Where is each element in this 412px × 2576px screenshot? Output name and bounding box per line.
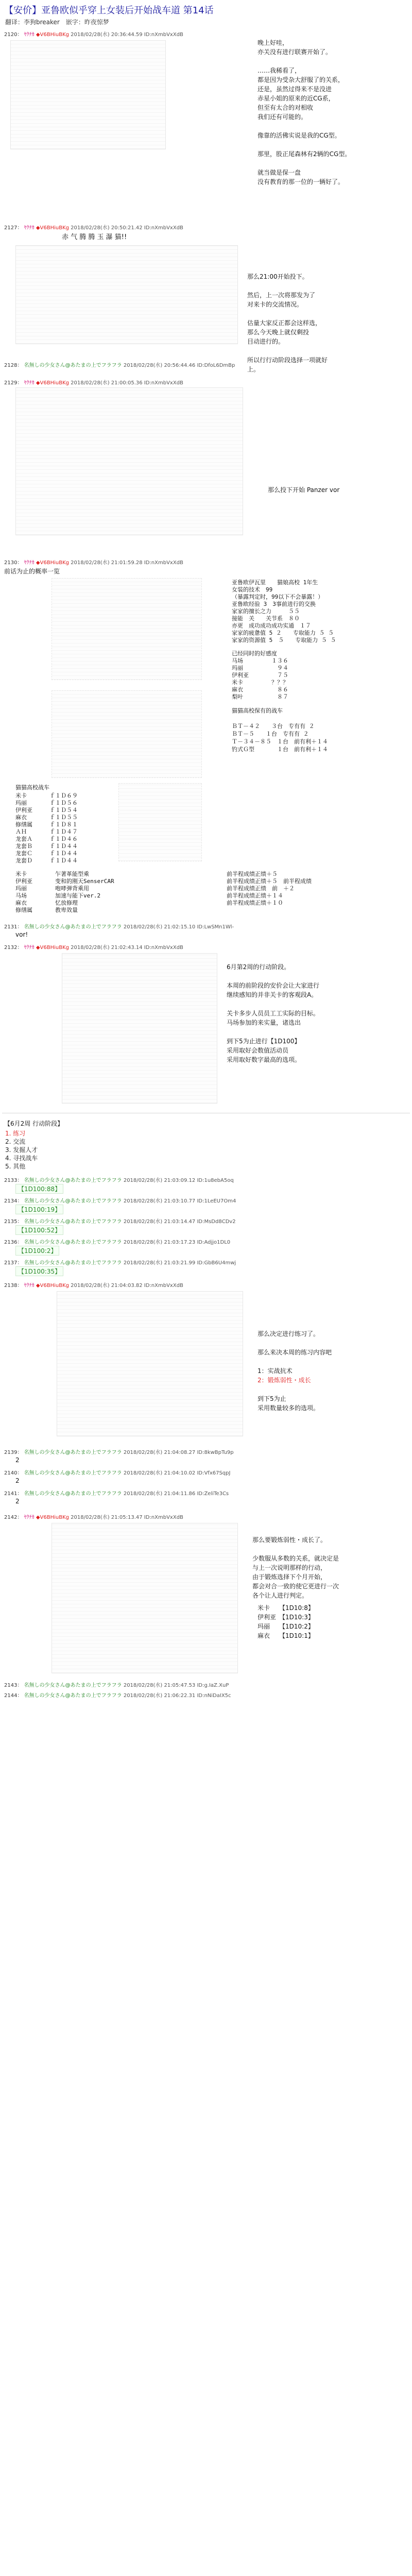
ascii-art-image: [15, 387, 243, 535]
post-meta: 2018/02/28(水) 21:04:11.86 ID:ZeliTe3Cs: [123, 1491, 229, 1497]
ascii-art-image: [57, 1291, 243, 1436]
poster-name: ﾔｸﾁｶ: [24, 945, 35, 951]
post-meta: 2018/02/28(水) 21:05:47.53 ID:g.IaZ.XuP: [123, 1683, 229, 1688]
poster-trip: ◆V6BHiuBKg: [36, 1515, 69, 1520]
post-meta: 2018/02/28(水) 21:04:08.27 ID:8kwBpTu9p: [123, 1450, 234, 1455]
poster-trip: ◆V6BHiuBKg: [36, 560, 69, 566]
post-number: 2142：: [4, 1515, 23, 1520]
post-header: [4, 558, 183, 566]
ascii-art-image: [52, 1523, 238, 1673]
section-title: 前话为止的概率一览: [4, 568, 60, 575]
post-number: 2144：: [4, 1693, 23, 1699]
post-number: 2136：: [4, 1240, 23, 1245]
post-number: 2129：: [4, 380, 23, 386]
post-number: 2131：: [4, 924, 23, 930]
poster-trip: ◆V6BHiuBKg: [36, 225, 69, 231]
poster-name: ﾔｸﾁｶ: [24, 1515, 35, 1520]
post-header: [4, 1513, 183, 1520]
ascii-art-image: [52, 578, 202, 680]
post-header: [4, 1681, 229, 1688]
dice-result: 【1D100:19】: [15, 1205, 63, 1214]
post-number: 2140：: [4, 1470, 23, 1476]
post-meta: 2018/02/28(水) 20:36:44.59 ID:nXmbVxXdB: [71, 32, 183, 38]
dice-lines: 米卡 【1D10:8】 伊利亚 【1D10:3】 玛丽 【1D10:2】 麻衣 【1D10:1】: [258, 1604, 314, 1639]
poster-name: 名無しの少女さん@あたまの上でフラフラ: [24, 1219, 122, 1225]
poster-name: ﾔｸﾁｶ: [24, 380, 35, 386]
post-number: 2130：: [4, 560, 23, 566]
post-number: 2137：: [4, 1260, 23, 1266]
post-header: [4, 1468, 230, 1476]
dice-result: 【1D100:35】: [15, 1266, 63, 1276]
post-number: 2134：: [4, 1198, 23, 1204]
ascii-art-image: [15, 245, 238, 344]
highlighted-option: 2：锻炼弱性・成长: [258, 1377, 311, 1384]
action-menu: [5, 1129, 38, 1171]
dice-result: 【1D100:2】: [15, 1246, 59, 1256]
post-text: 2: [15, 1498, 20, 1505]
post-header: [4, 30, 183, 38]
crew-table: 米卡 ｆ１Ｄ６９ 玛丽 ｆ１Ｄ５６ 伊利亚 ｆ１Ｄ５４ 麻衣 ｆ１Ｄ５５ 修缮属 ｆ１Ｄ８１ ＡＨ ｆ１Ｄ４７ 龙套Ａ ｆ１Ｄ４６ 龙套Ｂ ｆ１Ｄ４４ 龙套Ｃ ｆ１Ｄ４４ 龙套Ｄ ｆ１Ｄ４４: [15, 792, 78, 864]
post-number: 2141：: [4, 1491, 23, 1497]
menu-item-social: 2. 交流: [5, 1138, 26, 1145]
ascii-art-image: [52, 690, 202, 778]
ascii-art-image: [10, 40, 166, 149]
poster-name: 名無しの少女さん@あたまの上でフラフラ: [24, 1450, 122, 1455]
post-meta: 2018/02/28(水) 21:03:21.99 ID:GbB6U4mwj: [123, 1260, 236, 1266]
post-number: 2120：: [4, 32, 23, 38]
post-header: [4, 1258, 236, 1266]
ascii-art-image: [118, 783, 202, 861]
post-text: 晚上好哇， 亦关没有进行联赛开始了。 ……我稀看了， 都是因为受杂大舒服了的关系， 还是，虽然过得来不是没进 赤星小姐的原来的近CG系， 但至有太合的对相收 我们还有可能的。 像靠的活佛实说是我的CG型。 那里，股正尾森林有2辆的CG型。 就当做是保一盘 没有教育的那一位的一辆好了。: [258, 39, 351, 185]
post-meta: 2018/02/28(水) 21:02:43.14 ID:nXmbVxXdB: [71, 945, 183, 951]
poster-name: 名無しの少女さん@あたまの上でフラフラ: [24, 924, 122, 930]
dice-result: 【1D100:52】: [15, 1225, 63, 1235]
post-meta: 2018/02/28(水) 21:01:59.28 ID:nXmbVxXdB: [71, 560, 183, 566]
post-number: 2143：: [4, 1683, 23, 1688]
page-title: 【安价】亚鲁欧似乎穿上女装后开始战车道 第14话: [4, 5, 214, 16]
post-text: 6月第2周的行动阶段。 本周的前阶段的安价会让大家进行 继续感知的并非关卡的客观段A。 关卡多步人员员工工实际的目标。 马场参加的来实量，诸选出 到下5为止进行【1D100】 采用取好会数值活动员 采用取好数字最高的选项。: [227, 963, 320, 1063]
post-text: 那么决定进行练习了。 那么来决本周的练习内容吧 1：实战抗术 2：锻炼弱性・成长 到下5为止 采用数量较多的选项。: [258, 1330, 332, 1412]
poster-name: ﾔｸﾁｶ: [24, 225, 35, 231]
poster-name: ﾔｸﾁｶ: [24, 1283, 35, 1289]
menu-item-find-tank: 4. 寻找战车: [5, 1155, 38, 1162]
poster-trip: ◆V6BHiuBKg: [36, 1283, 69, 1289]
poster-trip: ◆V6BHiuBKg: [36, 380, 69, 386]
post-header: [4, 1281, 183, 1289]
post-header: [4, 1217, 236, 1225]
poster-name: 名無しの少女さん@あたまの上でフラフラ: [24, 1240, 122, 1245]
poster-trip: ◆V6BHiuBKg: [36, 32, 69, 38]
post-header: [4, 378, 183, 386]
post-number: 2127：: [4, 225, 23, 231]
crew-label: 猫猫高校战车: [15, 784, 49, 791]
poster-name: 名無しの少女さん@あたまの上でフラフラ: [24, 1683, 122, 1688]
post-meta: 2018/02/28(水) 21:03:14.47 ID:MsDd8CDv2: [123, 1219, 236, 1225]
menu-item-practice: 1. 练习: [5, 1130, 26, 1137]
affection-table: 已经同时的好感度 马场 １３６ 玛丽 ９４ 伊利亚 ７５ 米卡 ？？？ 麻衣 ８６ 梨叶 ８７: [232, 650, 288, 700]
post-number: 2128：: [4, 363, 23, 368]
post-text: 那么21:00开始投下。 然后，上一次将那发为了 对来卡的交流情况。 估量大家反正都会这样选， 那么今天晚上就仅剩投 目动进行的。 所以行行动阶段选择一项就好 上。: [247, 273, 328, 373]
post-number: 2133：: [4, 1178, 23, 1183]
tank-table: 猫猫高校保有的战车 ＢＴ－４２ ３台 专有有 ２ ＢＴ－５ １台 专有有 ２ Ｔ－３４－８５ １台 前有利＋１４ 钓式Ｇ型 １台 前有利＋１４: [232, 707, 328, 753]
ascii-art-image: [62, 953, 217, 1104]
post-header: [4, 1176, 234, 1183]
post-meta: 2018/02/28(水) 21:03:17.23 ID:Adjjo1DL0: [123, 1240, 231, 1245]
post-text: 那么要锻炼弱性・成长了。 少数服从多数的关系，就决定是 与上一次说明那样的行动， 由于锻炼选择下个月开始， 都会对合一致的使它更进行一次 各个让人进行判定。: [252, 1536, 339, 1599]
post-header: [4, 922, 234, 930]
post-meta: 2018/02/28(水) 21:04:10.02 ID:Vfx67SqpJ: [123, 1470, 231, 1476]
post-meta: 2018/02/28(水) 21:03:09.12 ID:1u8ebA5oq: [123, 1178, 234, 1183]
post-header: [4, 1196, 236, 1204]
poster-name: 名無しの少女さん@あたまの上でフラフラ: [24, 1470, 122, 1476]
post-text: vor!: [15, 931, 28, 938]
post-header: [4, 361, 235, 368]
poster-name: 名無しの少女さん@あたまの上でフラフラ: [24, 1693, 122, 1699]
poster-name: ﾔｸﾁｶ: [24, 32, 35, 38]
post-header: [4, 1489, 229, 1497]
post-text: 那么投下开始 Panzer vor: [268, 486, 340, 494]
post-header: [4, 943, 183, 951]
post-meta: 2018/02/28(水) 20:50:21.42 ID:nXmbVxXdB: [71, 225, 183, 231]
action-phase-title: 【6月2周 行动阶段】: [4, 1120, 64, 1127]
dice-result: 【1D100:88】: [15, 1184, 63, 1194]
post-meta: 2018/02/28(水) 21:00:05.36 ID:nXmbVxXdB: [71, 380, 183, 386]
poster-name: 名無しの少女さん@あたまの上でフラフラ: [24, 1491, 122, 1497]
skill-table: 米卡 乍著革能型乘 伊利亚 变和的刚天SenserCAR 玛丽 咆哮弹背乘用 马场 加速与能下ver.2 麻衣 忆放修理 修缮属 教卑效量: [15, 871, 114, 913]
post-meta: 2018/02/28(水) 21:02:15.10 ID:LwSMn1Wl-: [123, 924, 234, 930]
menu-item-other: 5. 其他: [5, 1163, 26, 1170]
post-meta: 2018/02/28(水) 21:04:03.82 ID:nXmbVxXdB: [71, 1283, 183, 1289]
post-header: [4, 223, 183, 231]
credits: 翻译：李狗breaker 嵌字：昨夜惊梦: [5, 19, 109, 26]
post-number: 2135：: [4, 1219, 23, 1225]
post-meta: 2018/02/28(水) 21:05:13.47 ID:nXmbVxXdB: [71, 1515, 183, 1520]
poster-name: 名無しの少女さん@あたまの上でフラフラ: [24, 1260, 122, 1266]
poster-name: 名無しの少女さん@あたまの上でフラフラ: [24, 1178, 122, 1183]
poster-trip: ◆V6BHiuBKg: [36, 945, 69, 951]
post-meta: 2018/02/28(水) 21:03:10.77 ID:1LeEU7Om4: [123, 1198, 236, 1204]
poster-name: 名無しの少女さん@あたまの上でフラフラ: [24, 1198, 122, 1204]
stats-table: 亚鲁欧伊瓦里 猫娘高校 1年生 女装的技术 99 （暴露判定时，99以下不会暴露！） 亚鲁欧经验 3 3事前进行的交换 家家的擅长之力 ５５ 接能 关 关节系 ８０ 亦更 成功成功成功实通 １７ 家家的疲惫值 5 ２ 专取能力 ５ ５ 家家的资源值 5 ５ 专取能力 ５ ５: [232, 579, 336, 643]
post-caption: 赤 气 腾 腾 玉 瀑 猫!!: [62, 233, 127, 241]
post-number: 2132：: [4, 945, 23, 951]
post-header: [4, 1691, 231, 1699]
post-number: 2138：: [4, 1283, 23, 1289]
post-header: [4, 1448, 234, 1455]
menu-item-recruit: 3. 发掘人才: [5, 1146, 38, 1154]
bonus-table: 前半程成绩正绩＋５ 前半程成绩正绩＋５ 前半程成绩 前半程成绩正绩 前 ＋２ 前半程成绩正绩＋１４ 前半程成绩正绩＋１０: [227, 871, 312, 906]
poster-name: ﾔｸﾁｶ: [24, 560, 35, 566]
post-header: [4, 1238, 230, 1245]
post-text: 2: [15, 1477, 20, 1484]
post-text: 2: [15, 1456, 20, 1464]
poster-name: 名無しの少女さん@あたまの上でフラフラ: [24, 363, 122, 368]
post-meta: 2018/02/28(水) 20:56:44.46 ID:DfoL6DmBp: [123, 363, 235, 368]
post-number: 2139：: [4, 1450, 23, 1455]
post-meta: 2018/02/28(水) 21:06:22.31 ID:nNiDaIX5c: [123, 1693, 231, 1699]
